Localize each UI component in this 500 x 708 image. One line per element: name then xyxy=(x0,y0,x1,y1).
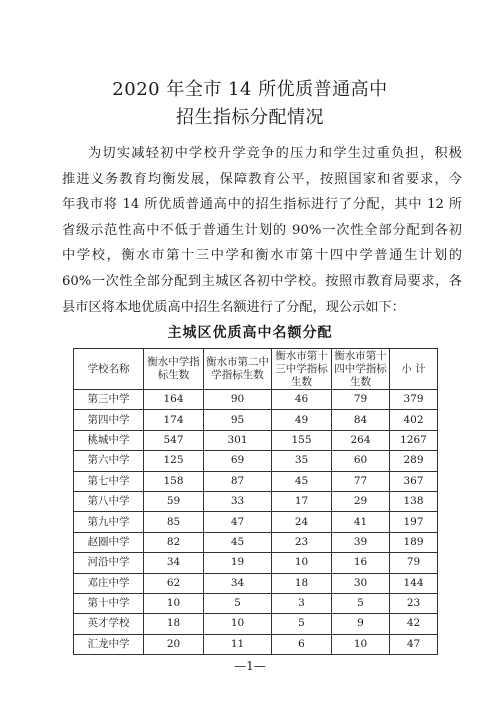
quota-cell: 5 xyxy=(272,614,332,634)
table-header-row xyxy=(74,349,438,390)
header-school-name: 学校名称 xyxy=(74,349,144,390)
school-name-cell: 桃城中学 xyxy=(74,430,144,450)
quota-cell: 24 xyxy=(272,512,332,532)
quota-cell: 95 xyxy=(204,410,272,430)
quota-cell: 289 xyxy=(390,451,438,471)
quota-cell: 3 xyxy=(272,593,332,613)
document-title-line-1: 2020 年全市 14 所优质普通高中 xyxy=(112,79,388,100)
school-name-cell: 第十中学 xyxy=(74,593,144,613)
paragraph-line: 县市区将本地优质高中招生名额进行了分配，现公示如下： xyxy=(62,299,405,315)
quota-cell: 34 xyxy=(204,573,272,593)
quota-cell: 18 xyxy=(272,573,332,593)
quota-cell: 49 xyxy=(272,410,332,430)
quota-cell: 367 xyxy=(390,471,438,491)
quota-cell: 84 xyxy=(332,410,390,430)
school-name-cell: 第七中学 xyxy=(74,471,144,491)
quota-cell: 47 xyxy=(390,634,438,654)
paragraph-line: 60%一次性全部分配到主城区各初中学校。按照市教育局要求，各 xyxy=(62,273,462,289)
quota-cell: 379 xyxy=(390,390,438,410)
school-name-cell: 第四中学 xyxy=(74,410,144,430)
table-row xyxy=(74,614,438,634)
quota-cell: 30 xyxy=(332,573,390,593)
quota-cell: 5 xyxy=(204,593,272,613)
table-row xyxy=(74,410,438,430)
quota-cell: 301 xyxy=(204,430,272,450)
quota-cell: 35 xyxy=(272,451,332,471)
school-name-cell: 英才学校 xyxy=(74,614,144,634)
quota-cell: 82 xyxy=(144,532,204,552)
table-row xyxy=(74,471,438,491)
quota-cell: 5 xyxy=(332,593,390,613)
quota-cell: 33 xyxy=(204,491,272,511)
quota-cell: 18 xyxy=(144,614,204,634)
quota-cell: 1267 xyxy=(390,430,438,450)
quota-cell: 90 xyxy=(204,390,272,410)
paragraph-line: 推进义务教育均衡发展，保障教育公平，按照国家和省要求，今 xyxy=(62,171,462,187)
table-row xyxy=(74,553,438,573)
header-no2-high: 衡水市第二中学指标生数 xyxy=(204,349,272,390)
paragraph-line: 省级示范性高中不低于普通生计划的 90%一次性全部分配到各初 xyxy=(62,222,462,238)
quota-cell: 189 xyxy=(390,532,438,552)
quota-cell: 79 xyxy=(332,390,390,410)
quota-cell: 29 xyxy=(332,491,390,511)
quota-table xyxy=(73,348,438,655)
paragraph-line: 年我市将 14 所优质普通高中的招生指标进行了分配，其中 12 所 xyxy=(62,197,462,213)
quota-cell: 59 xyxy=(144,491,204,511)
quota-cell: 197 xyxy=(390,512,438,532)
paragraph-line: 中学校，衡水市第十三中学和衡水市第十四中学普通生计划的 xyxy=(62,248,462,264)
table-title: 主城区优质高中名额分配 xyxy=(167,325,333,341)
paragraph-line: 为切实减轻初中学校升学竞争的压力和学生过重负担，积极 xyxy=(88,146,462,161)
quota-cell: 39 xyxy=(332,532,390,552)
quota-cell: 16 xyxy=(332,553,390,573)
quota-cell: 125 xyxy=(144,451,204,471)
page-number: —1— xyxy=(234,659,266,673)
quota-cell: 69 xyxy=(204,451,272,471)
header-hengshui-high: 衡水中学指标生数 xyxy=(144,349,204,390)
quota-cell: 138 xyxy=(390,491,438,511)
document-title-line-2: 招生指标分配情况 xyxy=(176,107,324,128)
quota-cell: 19 xyxy=(204,553,272,573)
quota-cell: 158 xyxy=(144,471,204,491)
quota-cell: 23 xyxy=(390,593,438,613)
school-name-cell: 河沿中学 xyxy=(74,553,144,573)
quota-cell: 11 xyxy=(204,634,272,654)
quota-cell: 42 xyxy=(390,614,438,634)
quota-cell: 10 xyxy=(144,593,204,613)
school-name-cell: 邓庄中学 xyxy=(74,573,144,593)
quota-cell: 164 xyxy=(144,390,204,410)
school-name-cell: 汇龙中学 xyxy=(74,634,144,654)
quota-cell: 10 xyxy=(332,634,390,654)
school-name-cell: 第八中学 xyxy=(74,491,144,511)
quota-cell: 10 xyxy=(272,553,332,573)
school-name-cell: 第九中学 xyxy=(74,512,144,532)
quota-cell: 46 xyxy=(272,390,332,410)
quota-cell: 47 xyxy=(204,512,272,532)
quota-cell: 77 xyxy=(332,471,390,491)
intro-paragraph xyxy=(62,141,462,320)
table-row xyxy=(74,512,438,532)
quota-cell: 34 xyxy=(144,553,204,573)
table-row xyxy=(74,451,438,471)
school-name-cell: 赵圈中学 xyxy=(74,532,144,552)
header-subtotal: 小 计 xyxy=(390,349,438,390)
quota-cell: 62 xyxy=(144,573,204,593)
table-row xyxy=(74,593,438,613)
quota-cell: 85 xyxy=(144,512,204,532)
table-row xyxy=(74,390,438,410)
quota-cell: 45 xyxy=(272,471,332,491)
quota-cell: 17 xyxy=(272,491,332,511)
quota-cell: 264 xyxy=(332,430,390,450)
quota-cell: 402 xyxy=(390,410,438,430)
quota-cell: 41 xyxy=(332,512,390,532)
header-no13-high: 衡水市第十三中学指标生数 xyxy=(272,349,332,390)
table-row xyxy=(74,491,438,511)
quota-cell: 23 xyxy=(272,532,332,552)
quota-cell: 144 xyxy=(390,573,438,593)
school-name-cell: 第六中学 xyxy=(74,451,144,471)
header-no14-high: 衡水市第十四中学指标生数 xyxy=(332,349,390,390)
quota-cell: 45 xyxy=(204,532,272,552)
school-name-cell: 第三中学 xyxy=(74,390,144,410)
quota-cell: 60 xyxy=(332,451,390,471)
table-row xyxy=(74,532,438,552)
quota-cell: 174 xyxy=(144,410,204,430)
table-row xyxy=(74,430,438,450)
quota-cell: 20 xyxy=(144,634,204,654)
quota-cell: 6 xyxy=(272,634,332,654)
quota-cell: 10 xyxy=(204,614,272,634)
quota-cell: 155 xyxy=(272,430,332,450)
quota-cell: 9 xyxy=(332,614,390,634)
quota-cell: 547 xyxy=(144,430,204,450)
quota-cell: 79 xyxy=(390,553,438,573)
table-row xyxy=(74,573,438,593)
table-row xyxy=(74,634,438,654)
quota-cell: 87 xyxy=(204,471,272,491)
